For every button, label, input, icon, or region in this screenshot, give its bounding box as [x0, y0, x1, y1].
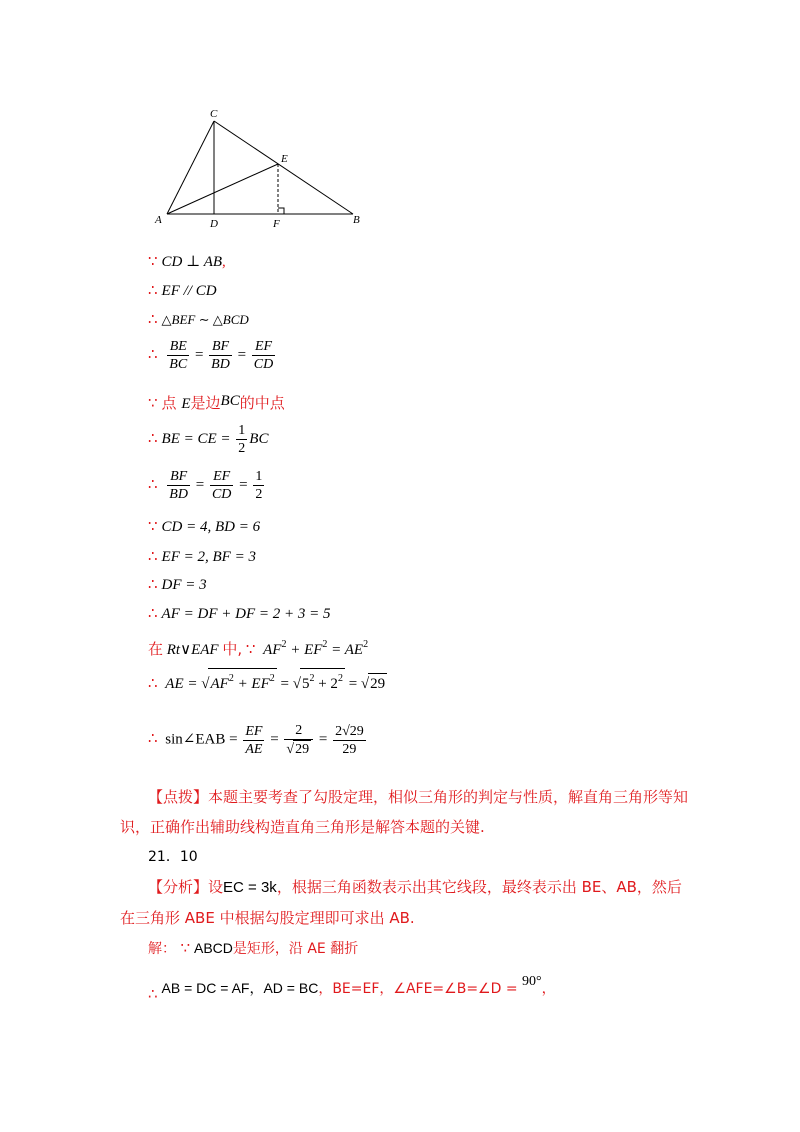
analysis-paragraph: 【分析】设EC = 3k，根据三角函数表示出其它线段，最终表示出 BE、AB，然后在三角形 ABE 中根据勾股定理即可求出 AB.: [120, 878, 682, 927]
label-a: A: [155, 214, 162, 226]
fraction: $\frac{1}{2}$: [238, 423, 246, 456]
segment-ac: [167, 121, 214, 214]
step-7: ∴ $\frac{BF}{BD}$ = $\frac{EF}{CD}$ = $\frac{1}{2}$: [148, 469, 263, 502]
step-8: ∵ CD = 4, BD = 6: [148, 519, 261, 535]
step-6: ∴ BE = CE = $\frac{1}{2}$ BC: [148, 423, 269, 456]
segment-ae: [167, 164, 278, 214]
sqrt-expression: $AF^2 + EF^2$: [208, 668, 276, 694]
fraction: $\frac{EF}{CD}$: [253, 339, 274, 372]
fraction: $\frac{EF}{AE}$: [245, 723, 263, 757]
step-1: ∵ CD ⊥ AB,: [148, 254, 226, 270]
fraction: $\frac{EF}{CD}$: [211, 469, 232, 502]
label-f: F: [273, 218, 280, 230]
sqrt-expression: 29: [368, 673, 387, 694]
right-angle-mark: [278, 208, 284, 214]
geometry-figure: [150, 104, 380, 234]
fraction: $\frac{BE}{BC}$: [169, 339, 188, 372]
fraction: $\frac{2√29}{29}$: [335, 723, 364, 757]
tip-paragraph: 【点拨】本题主要考查了勾股定理，相似三角形的判定与性质，解直角三角形等知识，正确作出辅助线构造直角三角形是解答本题的关键.: [120, 788, 689, 836]
conclusion-line: ∴ AB = DC = AF，AD = BC，BE=EF，∠AFE=∠B=∠D = 90°，: [148, 974, 556, 1003]
sqrt-expression: $5^2 + 2^2$: [300, 668, 345, 694]
label-d: D: [210, 218, 218, 230]
step-12: 在 Rt∨EAF 中, ∵ $AF^2 + EF^2 = AE^2$: [148, 639, 369, 658]
step-2: ∴ EF // CD: [148, 283, 217, 299]
fraction: $\frac{1}{2}$: [255, 469, 263, 502]
question-number: 21．10: [148, 849, 198, 865]
step-13: ∴ AE = $√AF^2 + EF^2 = √5^2 + 2^2 = √29$: [148, 668, 387, 694]
label-c: C: [210, 108, 218, 120]
step-4: ∴ $\frac{BE}{BC}$ = $\frac{BF}{BD}$ = $\frac{EF}{CD}$: [148, 339, 274, 372]
fraction: $\frac{BF}{BD}$: [169, 469, 188, 502]
fraction: $\frac{2}{√29}$: [284, 722, 313, 758]
label-e: E: [281, 153, 288, 165]
step-5: ∵ 点 E是边BC的中点: [148, 393, 285, 412]
step-9: ∴ EF = 2, BF = 3: [148, 549, 256, 565]
fraction: $\frac{BF}{BD}$: [211, 339, 230, 372]
label-b: B: [353, 214, 360, 226]
step-11: ∴ AF = DF + DF = 2 + 3 = 5: [148, 606, 331, 622]
solution-line: 解： ∵ ABCD是矩形，沿 AE 翻折: [148, 939, 359, 957]
step-10: ∴ DF = 3: [148, 577, 207, 593]
segment-cb: [214, 121, 353, 214]
step-3: ∴ △BEF ∼ △BCD: [148, 312, 249, 328]
step-14: ∴ sin∠EAB = $\frac{EF}{AE}$ = $\frac{2}{√29}$ = $\frac{2√29}{29}$: [148, 723, 364, 757]
